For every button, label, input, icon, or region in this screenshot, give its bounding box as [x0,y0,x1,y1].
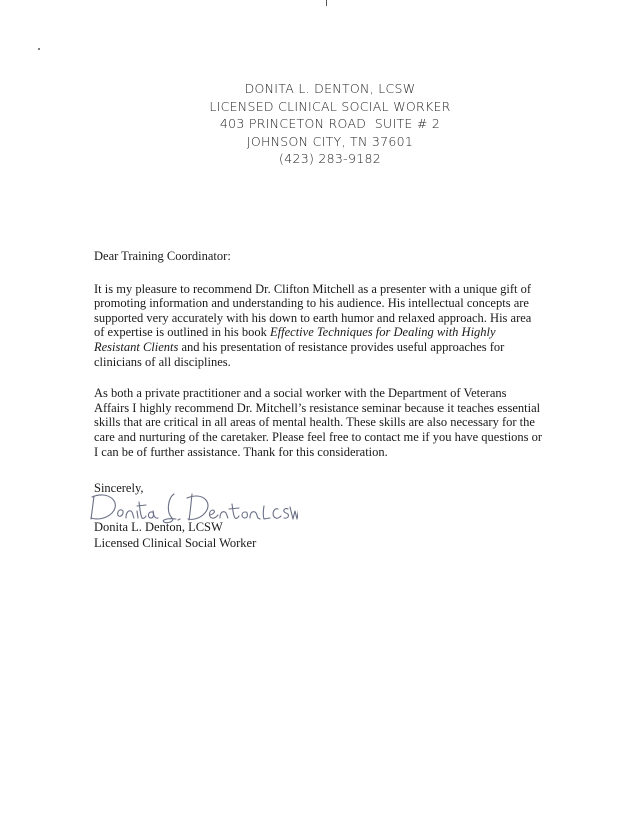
scan-speck [38,48,40,50]
paragraph-line: clinicians of all disciplines. [94,354,231,369]
signature-block [94,519,256,551]
paragraph-line [94,325,574,340]
paragraph-line: supported very accurately with his down to earth humor and relaxed approach. His area [94,310,532,325]
paragraph-text: and his presentation of resistance provides useful approaches for [178,339,505,354]
letterhead-phone: (423) 283-9182 [279,151,381,166]
paragraph-line: promoting information and understanding to his audience. His intellectual concepts are [94,296,529,311]
paragraph-1 [94,282,574,370]
letterhead [180,80,480,168]
letterhead-city: JOHNSON CITY, TN 37601 [246,133,414,149]
letterhead-title: LICENSED CLINICAL SOCIAL WORKER [209,98,451,114]
paragraph-line: It is my pleasure to recommend Dr. Clifton Mitchell as a presenter with a unique gift of [94,281,532,296]
paragraph-line: skills that are critical in all areas of mental health. These skills are also necessary for the [94,415,535,430]
book-title: Resistant Clients [94,339,179,354]
signer-title: Licensed Clinical Social Worker [94,536,257,550]
letterhead-street: 403 PRINCETON ROAD SUITE # 2 [219,116,441,131]
letterhead-name: DONITA L. DENTON, LCSW [244,81,416,96]
paragraph-line: care and nurturing of the caretaker. Please feel free to contact me if you have questions or [94,429,543,444]
paragraph-line [94,340,574,355]
paragraph-line: Affairs I highly recommend Dr. Mitchell’s resistance seminar because it teaches essential [94,400,541,415]
paragraph-text: of expertise is outlined in his book [94,325,271,340]
letter-body [94,249,574,476]
signer-name: Donita L. Denton, LCSW [94,520,223,534]
book-title: Effective Techniques for Dealing with Highly [270,325,496,340]
paragraph-line: As both a private practitioner and a social worker with the Department of Veterans [94,386,507,401]
salutation: Dear Training Coordinator: [94,249,231,263]
closing: Sincerely, [94,481,144,495]
paragraph-2 [94,386,574,459]
paragraph-line: I can be of further assistance. Thank for this consideration. [94,444,388,459]
scan-speck [326,0,327,6]
